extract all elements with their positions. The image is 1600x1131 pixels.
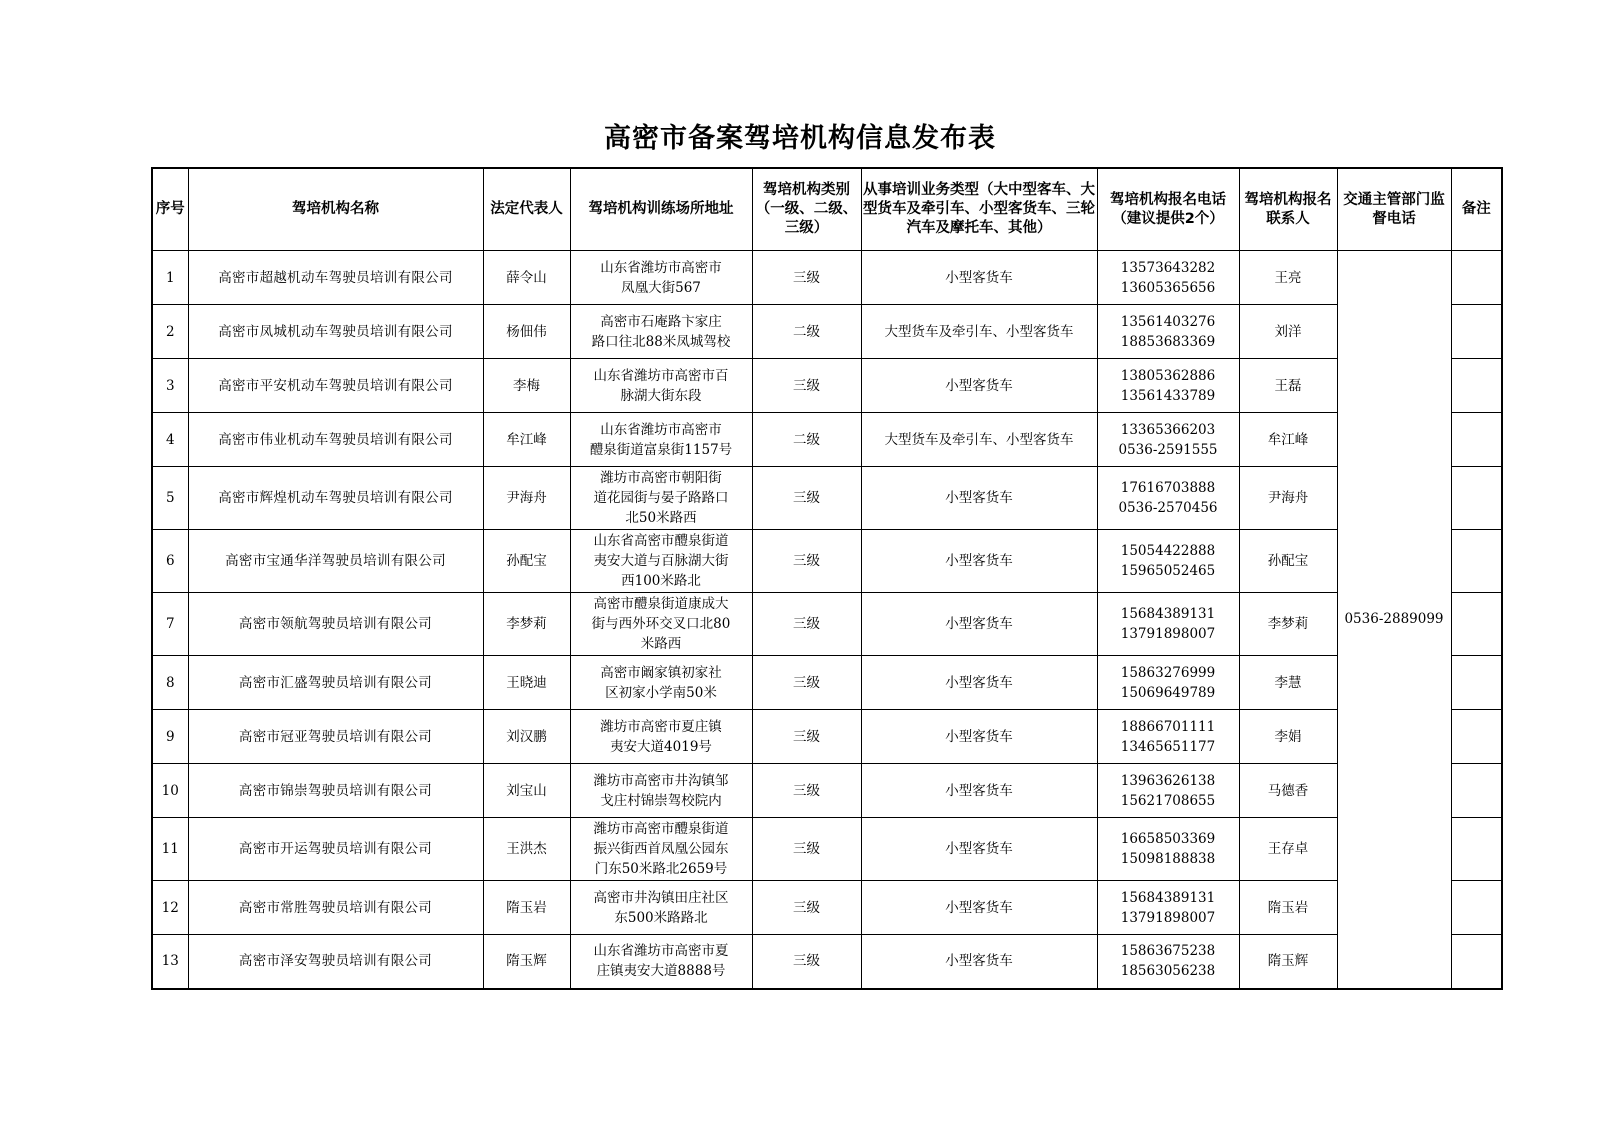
- row-number: 1: [152, 251, 188, 305]
- remark: [1451, 251, 1502, 305]
- institution-level: 三级: [752, 764, 861, 818]
- training-address-line: 东500米路路北: [614, 909, 708, 926]
- registration-phone: [1097, 413, 1239, 467]
- business-type: 小型客货车: [861, 251, 1097, 305]
- institution-level: 二级: [752, 305, 861, 359]
- row-number: 4: [152, 413, 188, 467]
- legal-representative: 尹海舟: [483, 467, 570, 530]
- training-address: [570, 305, 752, 359]
- training-address-line: 米路西: [640, 636, 682, 652]
- legal-representative: 刘汉鹏: [483, 710, 570, 764]
- training-address-line: 北50米路西: [625, 510, 697, 526]
- row-number: 5: [152, 467, 188, 530]
- registration-phone-line: 15684389131: [1120, 889, 1216, 906]
- training-address-line: 路口往北88米凤城驾校: [591, 333, 731, 350]
- registration-contact: 刘洋: [1239, 305, 1337, 359]
- page-title: 高密市备案驾培机构信息发布表: [604, 123, 996, 154]
- training-address-line: 脉湖大街东段: [620, 387, 702, 404]
- table-body: [152, 251, 1502, 989]
- institution-table: [151, 167, 1503, 990]
- registration-contact: 王存卓: [1239, 818, 1337, 881]
- registration-contact: 牟江峰: [1239, 413, 1337, 467]
- training-address: [570, 656, 752, 710]
- training-address-line: 振兴街西首凤凰公园东: [593, 841, 729, 857]
- legal-representative: 孙配宝: [483, 530, 570, 593]
- business-type: 小型客货车: [861, 593, 1097, 656]
- registration-phone-line: 13365366203: [1120, 421, 1216, 438]
- institution-level: 三级: [752, 530, 861, 593]
- remark: [1451, 305, 1502, 359]
- table-row: [152, 881, 1502, 935]
- row-number: 7: [152, 593, 188, 656]
- row-number: 2: [152, 305, 188, 359]
- registration-phone-line: 13791898007: [1120, 626, 1216, 642]
- header-no: 序号: [152, 168, 188, 251]
- registration-phone-line: 18563056238: [1120, 963, 1216, 980]
- training-address-line: 醴泉街道富泉街1157号: [589, 441, 733, 458]
- training-address: [570, 818, 752, 881]
- registration-phone-line: 13573643282: [1120, 259, 1216, 276]
- remark: [1451, 467, 1502, 530]
- registration-contact: 马德香: [1239, 764, 1337, 818]
- training-address: [570, 530, 752, 593]
- registration-phone-line: 15965052465: [1120, 563, 1216, 579]
- training-address: [570, 764, 752, 818]
- remark: [1451, 881, 1502, 935]
- training-address-line: 道花园街与晏子路路口: [593, 490, 729, 506]
- institution-name: 高密市伟业机动车驾驶员培训有限公司: [188, 413, 483, 467]
- row-number: 13: [152, 935, 188, 989]
- institution-level: 三级: [752, 593, 861, 656]
- training-address-line: 高密市石庵路卞家庄: [600, 313, 722, 330]
- institution-name: 高密市常胜驾驶员培训有限公司: [188, 881, 483, 935]
- registration-phone-line: 13561433789: [1120, 387, 1216, 404]
- business-type: 小型客货车: [861, 359, 1097, 413]
- table-row: [152, 413, 1502, 467]
- header-contact: 驾培机构报名联系人: [1239, 168, 1337, 251]
- row-number: 8: [152, 656, 188, 710]
- table-row: [152, 359, 1502, 413]
- table-row: [152, 251, 1502, 305]
- table-row: [152, 935, 1502, 989]
- institution-name: 高密市冠亚驾驶员培训有限公司: [188, 710, 483, 764]
- training-address-line: 高密市井沟镇田庄社区: [593, 889, 729, 906]
- registration-phone-line: 13561403276: [1120, 313, 1216, 330]
- business-type: 小型客货车: [861, 530, 1097, 593]
- training-address-line: 潍坊市高密市夏庄镇: [600, 718, 722, 735]
- business-type: 小型客货车: [861, 764, 1097, 818]
- header-legal-rep: 法定代表人: [483, 168, 570, 251]
- legal-representative: 刘宝山: [483, 764, 570, 818]
- registration-contact: 隋玉岩: [1239, 881, 1337, 935]
- registration-phone-line: 17616703888: [1120, 480, 1216, 496]
- business-type: 小型客货车: [861, 935, 1097, 989]
- table-row: [152, 593, 1502, 656]
- training-address-line: 潍坊市高密市朝阳街: [600, 470, 722, 486]
- registration-phone-line: 15098188838: [1120, 851, 1216, 867]
- training-address-line: 潍坊市高密市井沟镇邹: [593, 772, 729, 789]
- institution-name: 高密市泽安驾驶员培训有限公司: [188, 935, 483, 989]
- row-number: 11: [152, 818, 188, 881]
- remark: [1451, 935, 1502, 989]
- row-number: 10: [152, 764, 188, 818]
- registration-phone: [1097, 710, 1239, 764]
- table-row: [152, 530, 1502, 593]
- remark: [1451, 764, 1502, 818]
- institution-level: 三级: [752, 656, 861, 710]
- row-number: 3: [152, 359, 188, 413]
- business-type: 小型客货车: [861, 710, 1097, 764]
- legal-representative: 隋玉岩: [483, 881, 570, 935]
- registration-phone-line: 13791898007: [1120, 909, 1216, 926]
- supervise-phone: 0536-2889099: [1337, 251, 1451, 989]
- registration-phone: [1097, 251, 1239, 305]
- remark: [1451, 656, 1502, 710]
- training-address: [570, 593, 752, 656]
- remark: [1451, 530, 1502, 593]
- training-address-line: 高密市阚家镇初家社: [600, 664, 722, 681]
- registration-phone-line: 13805362886: [1120, 367, 1216, 384]
- institution-level: 三级: [752, 467, 861, 530]
- registration-phone-line: 15863675238: [1120, 943, 1216, 960]
- training-address-line: 戈庄村锦崇驾校院内: [600, 792, 722, 809]
- registration-contact: 王亮: [1239, 251, 1337, 305]
- registration-phone-line: 18866701111: [1120, 718, 1216, 735]
- training-address-line: 山东省潍坊市高密市: [600, 259, 722, 276]
- header-supervise: 交通主管部门监督电话: [1337, 168, 1451, 251]
- institution-level: 三级: [752, 935, 861, 989]
- header-remark: 备注: [1451, 168, 1502, 251]
- remark: [1451, 710, 1502, 764]
- institution-name: 高密市平安机动车驾驶员培训有限公司: [188, 359, 483, 413]
- legal-representative: 隋玉辉: [483, 935, 570, 989]
- legal-representative: 杨佃伟: [483, 305, 570, 359]
- registration-phone: [1097, 593, 1239, 656]
- registration-phone-line: 15621708655: [1120, 792, 1216, 809]
- institution-name: 高密市开运驾驶员培训有限公司: [188, 818, 483, 881]
- training-address-line: 区初家小学南50米: [605, 684, 717, 701]
- remark: [1451, 413, 1502, 467]
- remark: [1451, 593, 1502, 656]
- business-type: 小型客货车: [861, 467, 1097, 530]
- training-address-line: 庄镇夷安大道8888号: [596, 963, 726, 980]
- institution-name: 高密市宝通华洋驾驶员培训有限公司: [188, 530, 483, 593]
- legal-representative: 薛令山: [483, 251, 570, 305]
- registration-phone-line: 13963626138: [1120, 772, 1216, 789]
- registration-contact: 孙配宝: [1239, 530, 1337, 593]
- training-address-line: 西100米路北: [621, 573, 701, 589]
- registration-phone-line: 16658503369: [1120, 831, 1216, 847]
- registration-phone: [1097, 881, 1239, 935]
- registration-phone-line: 15069649789: [1120, 684, 1216, 701]
- training-address: [570, 935, 752, 989]
- remark: [1451, 359, 1502, 413]
- legal-representative: 牟江峰: [483, 413, 570, 467]
- training-address: [570, 251, 752, 305]
- registration-phone-line: 18853683369: [1120, 333, 1216, 350]
- institution-level: 三级: [752, 251, 861, 305]
- business-type: 小型客货车: [861, 881, 1097, 935]
- institution-name: 高密市锦崇驾驶员培训有限公司: [188, 764, 483, 818]
- business-type: 小型客货车: [861, 656, 1097, 710]
- registration-phone-line: 0536-2570456: [1118, 500, 1218, 516]
- training-address: [570, 359, 752, 413]
- registration-phone-line: 0536-2591555: [1118, 441, 1218, 458]
- header-phone: 驾培机构报名电话（建议提供2个）: [1097, 168, 1239, 251]
- legal-representative: 王晓迪: [483, 656, 570, 710]
- institution-level: 三级: [752, 881, 861, 935]
- header-row: [152, 168, 1502, 251]
- registration-phone-line: 15863276999: [1120, 664, 1216, 681]
- table-row: [152, 710, 1502, 764]
- header-level: 驾培机构类别（一级、二级、三级）: [752, 168, 861, 251]
- registration-phone: [1097, 935, 1239, 989]
- training-address-line: 高密市醴泉街道康成大: [593, 596, 729, 612]
- registration-phone-line: 13465651177: [1120, 738, 1216, 755]
- table-row: [152, 818, 1502, 881]
- registration-phone-line: 15684389131: [1120, 606, 1216, 622]
- table-row: [152, 467, 1502, 530]
- training-address-line: 凤凰大街567: [621, 279, 701, 296]
- row-number: 6: [152, 530, 188, 593]
- registration-phone: [1097, 305, 1239, 359]
- institution-level: 三级: [752, 710, 861, 764]
- institution-name: 高密市凤城机动车驾驶员培训有限公司: [188, 305, 483, 359]
- business-type: 大型货车及牵引车、小型客货车: [861, 413, 1097, 467]
- training-address: [570, 881, 752, 935]
- registration-contact: 李梦莉: [1239, 593, 1337, 656]
- training-address-line: 潍坊市高密市醴泉街道: [593, 821, 729, 837]
- institution-level: 三级: [752, 359, 861, 413]
- table-row: [152, 764, 1502, 818]
- registration-contact: 尹海舟: [1239, 467, 1337, 530]
- remark: [1451, 818, 1502, 881]
- institution-name: 高密市超越机动车驾驶员培训有限公司: [188, 251, 483, 305]
- training-address-line: 街与西外环交叉口北80: [591, 616, 731, 632]
- business-type: 大型货车及牵引车、小型客货车: [861, 305, 1097, 359]
- row-number: 9: [152, 710, 188, 764]
- registration-phone: [1097, 764, 1239, 818]
- registration-phone: [1097, 818, 1239, 881]
- legal-representative: 李梦莉: [483, 593, 570, 656]
- training-address-line: 山东省潍坊市高密市夏: [593, 943, 729, 960]
- header-name: 驾培机构名称: [188, 168, 483, 251]
- registration-phone-line: 13605365656: [1120, 279, 1216, 296]
- institution-level: 三级: [752, 818, 861, 881]
- training-address: [570, 467, 752, 530]
- training-address-line: 山东省潍坊市高密市: [600, 421, 722, 438]
- business-type: 小型客货车: [861, 818, 1097, 881]
- institution-name: 高密市汇盛驾驶员培训有限公司: [188, 656, 483, 710]
- training-address-line: 夷安大道与百脉湖大街: [593, 553, 729, 569]
- institution-level: 二级: [752, 413, 861, 467]
- training-address: [570, 413, 752, 467]
- legal-representative: 王洪杰: [483, 818, 570, 881]
- registration-phone: [1097, 467, 1239, 530]
- table-row: [152, 305, 1502, 359]
- training-address-line: 山东省潍坊市高密市百: [593, 367, 729, 384]
- row-number: 12: [152, 881, 188, 935]
- registration-phone: [1097, 656, 1239, 710]
- table-row: [152, 656, 1502, 710]
- header-business: 从事培训业务类型（大中型客车、大型货车及牵引车、小型客货车、三轮汽车及摩托车、其他）: [861, 168, 1097, 251]
- registration-phone: [1097, 359, 1239, 413]
- training-address-line: 山东省高密市醴泉街道: [593, 533, 729, 549]
- header-address: 驾培机构训练场所地址: [570, 168, 752, 251]
- training-address-line: 夷安大道4019号: [610, 738, 712, 755]
- institution-name: 高密市领航驾驶员培训有限公司: [188, 593, 483, 656]
- registration-contact: 王磊: [1239, 359, 1337, 413]
- training-address: [570, 710, 752, 764]
- registration-phone: [1097, 530, 1239, 593]
- legal-representative: 李梅: [483, 359, 570, 413]
- registration-contact: 李娟: [1239, 710, 1337, 764]
- training-address-line: 门东50米路北2659号: [594, 861, 728, 877]
- registration-contact: 李慧: [1239, 656, 1337, 710]
- institution-name: 高密市辉煌机动车驾驶员培训有限公司: [188, 467, 483, 530]
- registration-contact: 隋玉辉: [1239, 935, 1337, 989]
- registration-phone-line: 15054422888: [1120, 543, 1216, 559]
